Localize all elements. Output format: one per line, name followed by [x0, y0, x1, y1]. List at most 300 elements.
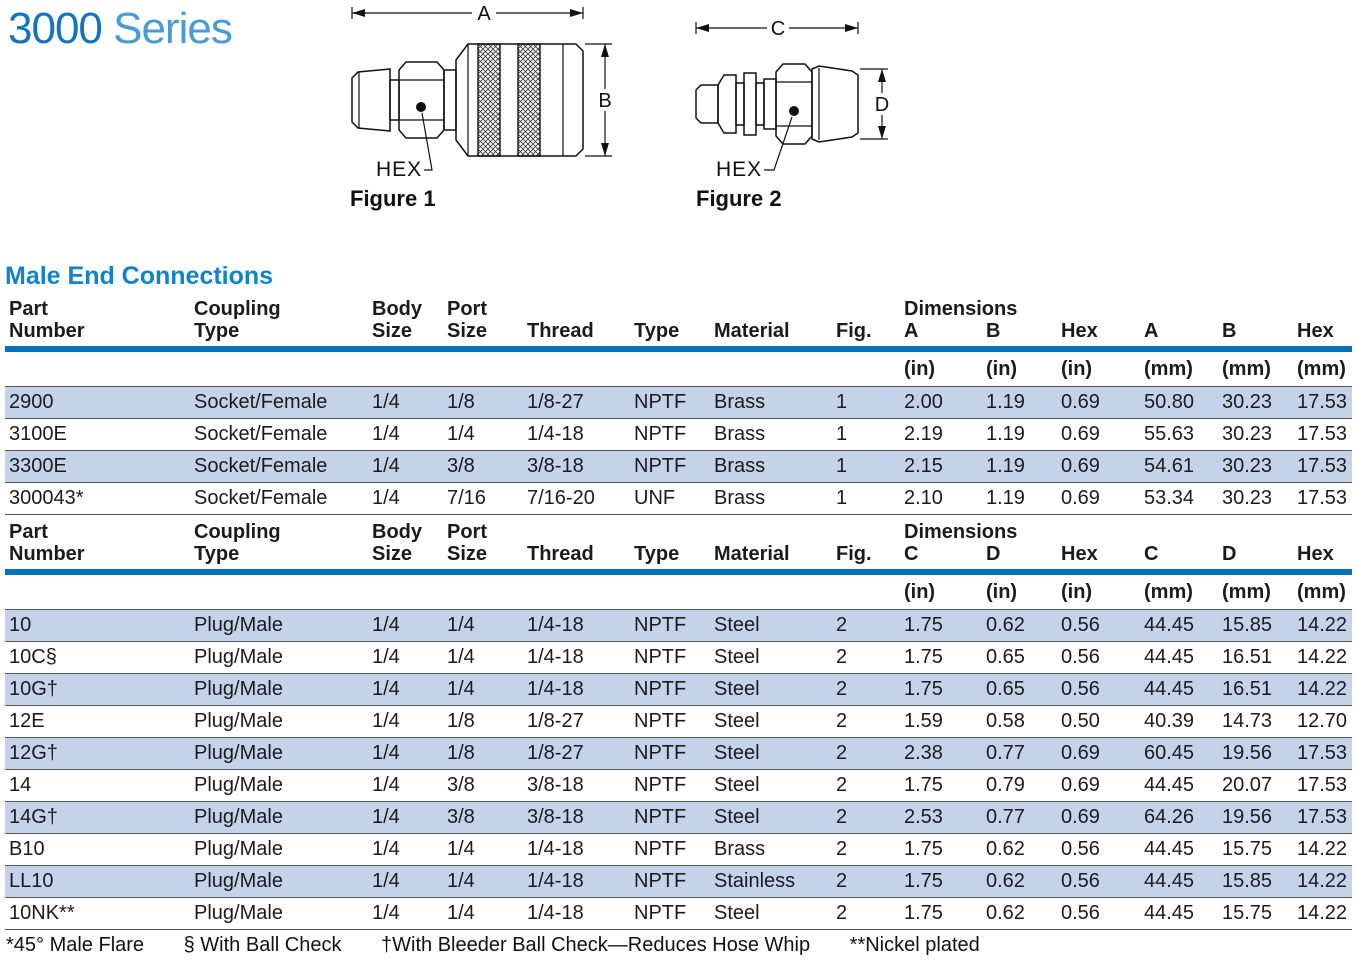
- unit-cell: [710, 349, 832, 387]
- data-cell: 14.22: [1293, 898, 1352, 930]
- unit-cell: (mm): [1222, 357, 1271, 380]
- column-header: Size: [368, 320, 443, 349]
- part-number-cell: 3300E: [5, 451, 190, 483]
- data-cell: 2: [832, 834, 900, 866]
- data-cell: 1: [832, 419, 900, 451]
- part-number-cell: 10NK**: [5, 898, 190, 930]
- data-cell: 17.53: [1293, 451, 1352, 483]
- data-cell: 0.69: [1057, 451, 1140, 483]
- data-cell: 0.69: [1057, 387, 1140, 419]
- data-cell: 15.85: [1218, 866, 1293, 898]
- unit-cell: (in): [1061, 357, 1093, 380]
- table-row: [5, 642, 1352, 674]
- data-cell: 0.77: [982, 802, 1057, 834]
- hex-profile: [399, 62, 444, 138]
- page-title-series-word: Series: [101, 4, 232, 53]
- data-cell: 44.45: [1140, 834, 1218, 866]
- column-header-line1: Dimensions: [904, 521, 1018, 543]
- data-cell: 1/4: [368, 451, 443, 483]
- data-cell: Steel: [710, 642, 832, 674]
- data-cell: 1/4: [368, 419, 443, 451]
- data-cell: 2: [832, 866, 900, 898]
- dim-label-b: B: [598, 90, 612, 112]
- data-cell: 1.75: [900, 866, 982, 898]
- unit-cell: [5, 349, 190, 387]
- data-cell: Stainless: [710, 866, 832, 898]
- data-cell: NPTF: [630, 387, 710, 419]
- data-cell: 16.51: [1218, 674, 1293, 706]
- column-header-line1: [710, 296, 832, 320]
- data-cell: 3/8: [443, 451, 523, 483]
- data-cell: 1/8-27: [523, 738, 630, 770]
- part-number-cell: 10C§: [5, 642, 190, 674]
- data-cell: Steel: [710, 674, 832, 706]
- data-cell: 2: [832, 610, 900, 642]
- data-cell: 1/4-18: [523, 674, 630, 706]
- data-cell: 1.19: [982, 387, 1057, 419]
- column-header-line1: Body: [372, 298, 422, 320]
- spec-tables: [5, 296, 1352, 930]
- column-header: Fig.: [832, 543, 900, 572]
- data-cell: 2.38: [900, 738, 982, 770]
- socket-female-spec-table: [5, 296, 1352, 515]
- hex-callout-dot: [416, 102, 426, 112]
- data-cell: 17.53: [1293, 738, 1352, 770]
- data-cell: 1: [832, 387, 900, 419]
- data-cell: 1/4: [368, 834, 443, 866]
- column-header: Hex: [1057, 320, 1140, 349]
- column-header-line1: [832, 519, 900, 543]
- data-cell: 2.10: [900, 483, 982, 515]
- data-cell: Socket/Female: [190, 387, 368, 419]
- column-header-line1: Dimensions: [904, 298, 1018, 320]
- table-row: [5, 483, 1352, 515]
- data-cell: 1/4: [368, 802, 443, 834]
- part-number-cell: 300043*: [5, 483, 190, 515]
- data-cell: 1.75: [900, 642, 982, 674]
- data-cell: 2.53: [900, 802, 982, 834]
- data-cell: 30.23: [1218, 419, 1293, 451]
- data-cell: 1/4: [368, 674, 443, 706]
- data-cell: 2.19: [900, 419, 982, 451]
- footnotes: [6, 934, 1014, 957]
- column-header-line1: [1218, 519, 1293, 543]
- data-cell: 1/4: [443, 866, 523, 898]
- section-heading: Male End Connections: [5, 262, 274, 290]
- data-cell: 1/4: [443, 642, 523, 674]
- data-cell: 16.51: [1218, 642, 1293, 674]
- data-cell: 12.70: [1293, 706, 1352, 738]
- unit-cell: (in): [986, 580, 1018, 603]
- column-header: Material: [710, 543, 832, 572]
- column-header-line1: Body: [372, 521, 422, 543]
- column-header-line1: [630, 296, 710, 320]
- data-cell: 1/4-18: [523, 834, 630, 866]
- column-header-line1: [523, 296, 630, 320]
- column-header-line1: Port: [447, 298, 487, 320]
- data-cell: 1/8-27: [523, 387, 630, 419]
- data-cell: Steel: [710, 738, 832, 770]
- column-header: Type: [630, 320, 710, 349]
- data-cell: Plug/Male: [190, 674, 368, 706]
- unit-cell: [832, 572, 900, 610]
- column-header: D: [1218, 543, 1293, 572]
- data-cell: Brass: [710, 387, 832, 419]
- column-header: A: [1140, 320, 1218, 349]
- data-cell: NPTF: [630, 770, 710, 802]
- data-cell: 1/4: [368, 770, 443, 802]
- unit-cell: [368, 349, 443, 387]
- part-number-cell: 10: [5, 610, 190, 642]
- knurl-band: [518, 44, 540, 156]
- dim-label-c: C: [770, 18, 786, 40]
- data-cell: 2: [832, 770, 900, 802]
- data-cell: 15.75: [1218, 898, 1293, 930]
- unit-cell: [443, 572, 523, 610]
- data-cell: 1/4-18: [523, 610, 630, 642]
- column-header: Type: [190, 320, 368, 349]
- data-cell: NPTF: [630, 706, 710, 738]
- data-cell: 1: [832, 483, 900, 515]
- figure-2-caption: Figure 2: [696, 186, 782, 211]
- data-cell: Steel: [710, 706, 832, 738]
- data-cell: 1/4: [368, 483, 443, 515]
- column-header-line1: Coupling: [194, 298, 281, 320]
- column-header: Number: [5, 543, 190, 572]
- data-cell: 1.75: [900, 770, 982, 802]
- data-cell: Steel: [710, 802, 832, 834]
- data-cell: Brass: [710, 451, 832, 483]
- unit-cell: (in): [904, 357, 936, 380]
- data-cell: NPTF: [630, 898, 710, 930]
- data-cell: 0.69: [1057, 770, 1140, 802]
- table-row: [5, 387, 1352, 419]
- header-row-bottom: [5, 320, 1352, 349]
- column-header-line1: Coupling: [194, 521, 281, 543]
- data-cell: Plug/Male: [190, 738, 368, 770]
- column-header-line1: [1293, 519, 1352, 543]
- data-cell: 50.80: [1140, 387, 1218, 419]
- data-cell: 1/8: [443, 706, 523, 738]
- data-cell: 44.45: [1140, 898, 1218, 930]
- data-cell: 1/4: [443, 898, 523, 930]
- unit-cell: [630, 572, 710, 610]
- part-number-cell: 2900: [5, 387, 190, 419]
- data-cell: 55.63: [1140, 419, 1218, 451]
- hex-profile: [776, 64, 812, 144]
- data-cell: 0.77: [982, 738, 1057, 770]
- data-cell: 2: [832, 642, 900, 674]
- data-cell: 0.65: [982, 674, 1057, 706]
- data-cell: 3/8: [443, 770, 523, 802]
- data-cell: 0.65: [982, 642, 1057, 674]
- data-cell: 1/8-27: [523, 706, 630, 738]
- part-number-cell: 14: [5, 770, 190, 802]
- data-cell: 2: [832, 898, 900, 930]
- data-cell: 0.56: [1057, 674, 1140, 706]
- data-cell: 1/4: [368, 642, 443, 674]
- hex-callout-label: HEX: [376, 158, 423, 181]
- unit-cell: [190, 572, 368, 610]
- data-cell: 54.61: [1140, 451, 1218, 483]
- column-header: Fig.: [832, 320, 900, 349]
- data-cell: Brass: [710, 834, 832, 866]
- unit-cell: [630, 349, 710, 387]
- column-header: Hex: [1293, 543, 1352, 572]
- data-cell: Brass: [710, 483, 832, 515]
- column-header: Hex: [1293, 320, 1352, 349]
- part-number-cell: 12E: [5, 706, 190, 738]
- data-cell: 3/8-18: [523, 770, 630, 802]
- data-cell: 44.45: [1140, 770, 1218, 802]
- table-row: [5, 610, 1352, 642]
- column-header-line1: [832, 296, 900, 320]
- data-cell: 1/8: [443, 387, 523, 419]
- footnote-nickel-plated: **Nickel plated: [849, 934, 980, 956]
- column-header-line1: [1057, 296, 1140, 320]
- data-cell: NPTF: [630, 419, 710, 451]
- table-row: [5, 898, 1352, 930]
- hex-callout-dot: [789, 106, 799, 116]
- data-cell: NPTF: [630, 834, 710, 866]
- data-cell: Socket/Female: [190, 483, 368, 515]
- column-header: B: [982, 320, 1057, 349]
- data-cell: 1/4: [443, 419, 523, 451]
- data-cell: 30.23: [1218, 387, 1293, 419]
- data-cell: NPTF: [630, 451, 710, 483]
- unit-cell: (mm): [1222, 580, 1271, 603]
- data-cell: 14.22: [1293, 610, 1352, 642]
- data-cell: 2: [832, 738, 900, 770]
- data-cell: 1.75: [900, 834, 982, 866]
- column-header-line1: [1057, 519, 1140, 543]
- unit-cell: (mm): [1297, 357, 1346, 380]
- data-cell: 0.69: [1057, 419, 1140, 451]
- data-cell: 17.53: [1293, 802, 1352, 834]
- data-cell: 1/4: [443, 674, 523, 706]
- hex-callout-label: HEX: [716, 158, 763, 181]
- column-header: Type: [190, 543, 368, 572]
- column-header: Size: [443, 543, 523, 572]
- unit-cell: [5, 572, 190, 610]
- data-cell: 14.73: [1218, 706, 1293, 738]
- data-cell: 53.34: [1140, 483, 1218, 515]
- table-row: [5, 770, 1352, 802]
- data-cell: 1.75: [900, 674, 982, 706]
- unit-cell: [443, 349, 523, 387]
- data-cell: 1/4: [443, 834, 523, 866]
- unit-cell: [523, 572, 630, 610]
- data-cell: 0.56: [1057, 610, 1140, 642]
- data-cell: 64.26: [1140, 802, 1218, 834]
- data-cell: 0.62: [982, 866, 1057, 898]
- column-header: A: [900, 320, 982, 349]
- data-cell: Plug/Male: [190, 866, 368, 898]
- data-cell: 0.56: [1057, 642, 1140, 674]
- data-cell: Plug/Male: [190, 770, 368, 802]
- data-cell: 14.22: [1293, 642, 1352, 674]
- data-cell: 44.45: [1140, 610, 1218, 642]
- table-row: [5, 738, 1352, 770]
- column-header: Hex: [1057, 543, 1140, 572]
- data-cell: 7/16: [443, 483, 523, 515]
- column-header: Material: [710, 320, 832, 349]
- data-cell: 2.00: [900, 387, 982, 419]
- data-cell: 44.45: [1140, 674, 1218, 706]
- data-cell: 7/16-20: [523, 483, 630, 515]
- data-cell: NPTF: [630, 738, 710, 770]
- data-cell: 1/4-18: [523, 419, 630, 451]
- column-header: C: [1140, 543, 1218, 572]
- data-cell: 3/8-18: [523, 802, 630, 834]
- column-header: Thread: [523, 543, 630, 572]
- unit-cell: (mm): [1297, 580, 1346, 603]
- column-header-line1: Part: [9, 521, 48, 543]
- plug-male-spec-table: [5, 519, 1352, 930]
- part-number-cell: B10: [5, 834, 190, 866]
- unit-cell: [190, 349, 368, 387]
- page-title: [8, 4, 232, 54]
- column-header: B: [1218, 320, 1293, 349]
- data-cell: 40.39: [1140, 706, 1218, 738]
- data-cell: 14.22: [1293, 866, 1352, 898]
- column-header: D: [982, 543, 1057, 572]
- part-number-cell: LL10: [5, 866, 190, 898]
- data-cell: NPTF: [630, 642, 710, 674]
- data-cell: 0.56: [1057, 834, 1140, 866]
- data-cell: 17.53: [1293, 770, 1352, 802]
- data-cell: 17.53: [1293, 483, 1352, 515]
- data-cell: NPTF: [630, 802, 710, 834]
- figure-1-drawing: [338, 4, 638, 212]
- data-cell: Plug/Male: [190, 610, 368, 642]
- column-header: Thread: [523, 320, 630, 349]
- data-cell: 0.62: [982, 898, 1057, 930]
- column-header-line1: [1140, 296, 1218, 320]
- data-cell: Steel: [710, 898, 832, 930]
- data-cell: 0.50: [1057, 706, 1140, 738]
- data-cell: 1/4: [368, 738, 443, 770]
- table-row: [5, 451, 1352, 483]
- unit-cell: [832, 349, 900, 387]
- data-cell: 3/8: [443, 802, 523, 834]
- column-header: Size: [368, 543, 443, 572]
- socket-coupling-diagram: [338, 4, 638, 182]
- data-cell: 1.75: [900, 610, 982, 642]
- data-cell: Steel: [710, 770, 832, 802]
- data-cell: 3/8-18: [523, 451, 630, 483]
- column-header-line1: [630, 519, 710, 543]
- column-header-line1: [1140, 519, 1218, 543]
- data-cell: 44.45: [1140, 642, 1218, 674]
- units-row: [5, 572, 1352, 610]
- data-cell: Socket/Female: [190, 419, 368, 451]
- data-cell: 0.69: [1057, 802, 1140, 834]
- data-cell: 60.45: [1140, 738, 1218, 770]
- data-cell: 14.22: [1293, 674, 1352, 706]
- data-cell: 1.19: [982, 451, 1057, 483]
- data-cell: 1/8: [443, 738, 523, 770]
- data-cell: Steel: [710, 610, 832, 642]
- column-header: Type: [630, 543, 710, 572]
- column-header-line1: [1293, 296, 1352, 320]
- data-cell: 2: [832, 802, 900, 834]
- column-header-line1: [523, 519, 630, 543]
- data-cell: 2.15: [900, 451, 982, 483]
- part-number-cell: 10G†: [5, 674, 190, 706]
- male-thread-profile: [352, 69, 390, 131]
- data-cell: 1.19: [982, 419, 1057, 451]
- table-row: [5, 834, 1352, 866]
- data-cell: 20.07: [1218, 770, 1293, 802]
- unit-cell: [368, 572, 443, 610]
- data-cell: 14.22: [1293, 834, 1352, 866]
- part-number-cell: 14G†: [5, 802, 190, 834]
- table-row: [5, 419, 1352, 451]
- header-row-top: [5, 519, 1352, 543]
- data-cell: 1/4-18: [523, 642, 630, 674]
- figure-2-drawing: [688, 4, 923, 212]
- plug-tip-profile: [696, 85, 718, 123]
- data-cell: 2: [832, 706, 900, 738]
- table-row: [5, 706, 1352, 738]
- part-number-cell: 12G†: [5, 738, 190, 770]
- column-header: Size: [443, 320, 523, 349]
- data-cell: 1.59: [900, 706, 982, 738]
- data-cell: Socket/Female: [190, 451, 368, 483]
- page-title-series-number: 3000: [8, 4, 102, 53]
- data-cell: Brass: [710, 419, 832, 451]
- data-cell: 15.85: [1218, 610, 1293, 642]
- dim-label-d: D: [874, 94, 890, 116]
- data-cell: 19.56: [1218, 738, 1293, 770]
- knurl-band: [478, 44, 500, 156]
- part-number-cell: 3100E: [5, 419, 190, 451]
- column-header: Number: [5, 320, 190, 349]
- header-row-bottom: [5, 543, 1352, 572]
- unit-cell: (in): [1061, 580, 1093, 603]
- unit-cell: [710, 572, 832, 610]
- data-cell: 15.75: [1218, 834, 1293, 866]
- unit-cell: (in): [904, 580, 936, 603]
- data-cell: 1/4-18: [523, 898, 630, 930]
- data-cell: Plug/Male: [190, 898, 368, 930]
- unit-cell: (mm): [1144, 580, 1193, 603]
- data-cell: NPTF: [630, 610, 710, 642]
- data-cell: 1.19: [982, 483, 1057, 515]
- footnote-ball-check: § With Ball Check: [183, 934, 342, 956]
- footnote-bleeder-ball-check: †With Bleeder Ball Check—Reduces Hose Whip: [381, 934, 811, 956]
- column-header-line1: [710, 519, 832, 543]
- data-cell: Plug/Male: [190, 642, 368, 674]
- figure-1-caption: Figure 1: [350, 186, 436, 211]
- data-cell: NPTF: [630, 866, 710, 898]
- table-row: [5, 802, 1352, 834]
- data-cell: 30.23: [1218, 483, 1293, 515]
- data-cell: 1/4: [368, 866, 443, 898]
- plug-coupling-diagram: [688, 4, 923, 182]
- units-row: [5, 349, 1352, 387]
- data-cell: 1.75: [900, 898, 982, 930]
- data-cell: 0.69: [1057, 483, 1140, 515]
- data-cell: 1/4: [368, 706, 443, 738]
- data-cell: 0.58: [982, 706, 1057, 738]
- data-cell: 1/4-18: [523, 866, 630, 898]
- column-header-line1: Port: [447, 521, 487, 543]
- data-cell: 30.23: [1218, 451, 1293, 483]
- data-cell: 44.45: [1140, 866, 1218, 898]
- column-header-line1: [1218, 296, 1293, 320]
